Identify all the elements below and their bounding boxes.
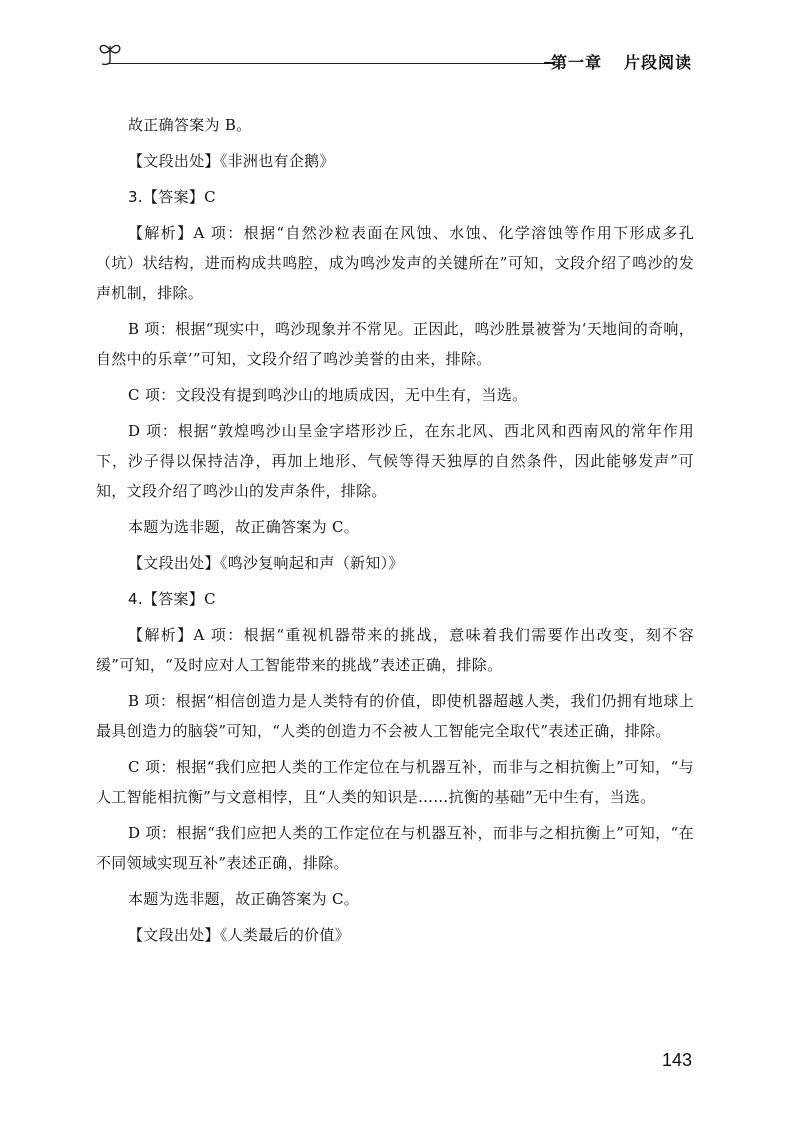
chapter-number: 第一章 (550, 53, 602, 72)
paragraph (96, 380, 694, 410)
paragraph (96, 548, 694, 578)
paragraph (96, 110, 694, 140)
page-number: 143 (661, 1050, 692, 1070)
paragraph-text: 《人类最后的价值》 (219, 926, 351, 944)
paragraph-text: C 项：文段没有提到鸣沙山的地质成因，无中生有，当选。 (128, 386, 528, 404)
header-rule (108, 63, 544, 64)
leaf-ornament-icon (96, 38, 124, 66)
paragraph (96, 512, 694, 542)
paragraph-text: C (204, 590, 216, 608)
paragraph-label: 【文段出处】 (128, 926, 220, 944)
paragraph-text: D 项：根据“我们应把人类的工作定位在与机器互补，而非与之相抗衡上”可知，“在不同领域实现互补”表述正确，排除。 (96, 824, 694, 872)
paragraph (96, 146, 694, 176)
section-title: 片段阅读 (623, 53, 692, 72)
paragraph (96, 314, 694, 374)
paragraph (96, 620, 694, 680)
paragraph (96, 818, 694, 878)
paragraph-label: 【文段出处】 (128, 554, 220, 572)
paragraph-label: 【文段出处】 (128, 152, 220, 170)
paragraph (96, 416, 694, 506)
page-content (96, 110, 694, 956)
paragraph (96, 752, 694, 812)
paragraph (96, 884, 694, 914)
paragraph-text: B 项：根据“现实中，鸣沙现象并不常见。正因此，鸣沙胜景被誉为‘天地间的奇响，自然中的乐章’”可知，文段介绍了鸣沙美誉的由来，排除。 (96, 320, 694, 368)
paragraph-text: A 项：根据“自然沙粒表面在风蚀、水蚀、化学溶蚀等作用下形成多孔（坑）状结构，进而构成共鸣腔，成为鸣沙发声的关键所在”可知，文段介绍了鸣沙的发声机制，排除。 (96, 224, 694, 302)
paragraph (96, 182, 694, 212)
paragraph-label: 3.【答案】 (128, 188, 205, 206)
paragraph-label: 【解析】 (128, 224, 194, 242)
paragraph-text: B 项：根据“相信创造力是人类特有的价值，即使机器超越人类，我们仍拥有地球上最具创造力的脑袋”可知，“人类的创造力不会被人工智能完全取代”表述正确，排除。 (96, 692, 694, 740)
paragraph-text: 本题为选非题，故正确答案为 C。 (128, 890, 360, 908)
paragraph-text: C 项：根据“我们应把人类的工作定位在与机器互补，而非与之相抗衡上”可知，“与人工智能相抗衡”与文意相悖，且“人类的知识是……抗衡的基础”无中生有，当选。 (96, 758, 694, 806)
paragraph-text: A 项：根据“重视机器带来的挑战，意味着我们需要作出改变，刻不容缓”可知，“及时应对人工智能带来的挑战”表述正确，排除。 (96, 626, 694, 674)
paragraph (96, 920, 694, 950)
paragraph-label: 【解析】 (128, 626, 194, 644)
paragraph (96, 218, 694, 308)
paragraph (96, 584, 694, 614)
paragraph-text: 本题为选非题，故正确答案为 C。 (128, 518, 360, 536)
chapter-title (551, 50, 692, 73)
paragraph-text: 故正确答案为 B。 (128, 116, 252, 134)
paragraph-label: 4.【答案】 (128, 590, 205, 608)
paragraph (96, 686, 694, 746)
paragraph-text: C (204, 188, 216, 206)
page-header (96, 38, 696, 72)
paragraph-text: 《非洲也有企鹅》 (219, 152, 335, 170)
paragraph-text: D 项：根据“敦煌鸣沙山呈金字塔形沙丘，在东北风、西北风和西南风的常年作用下，沙子得以保持洁净，再加上地形、气候等得天独厚的自然条件，因此能够发声”可知，文段介绍了鸣沙山的发声条件，排除。 (96, 422, 694, 500)
paragraph-text: 《鸣沙复响起和声（新知）》 (219, 554, 404, 572)
